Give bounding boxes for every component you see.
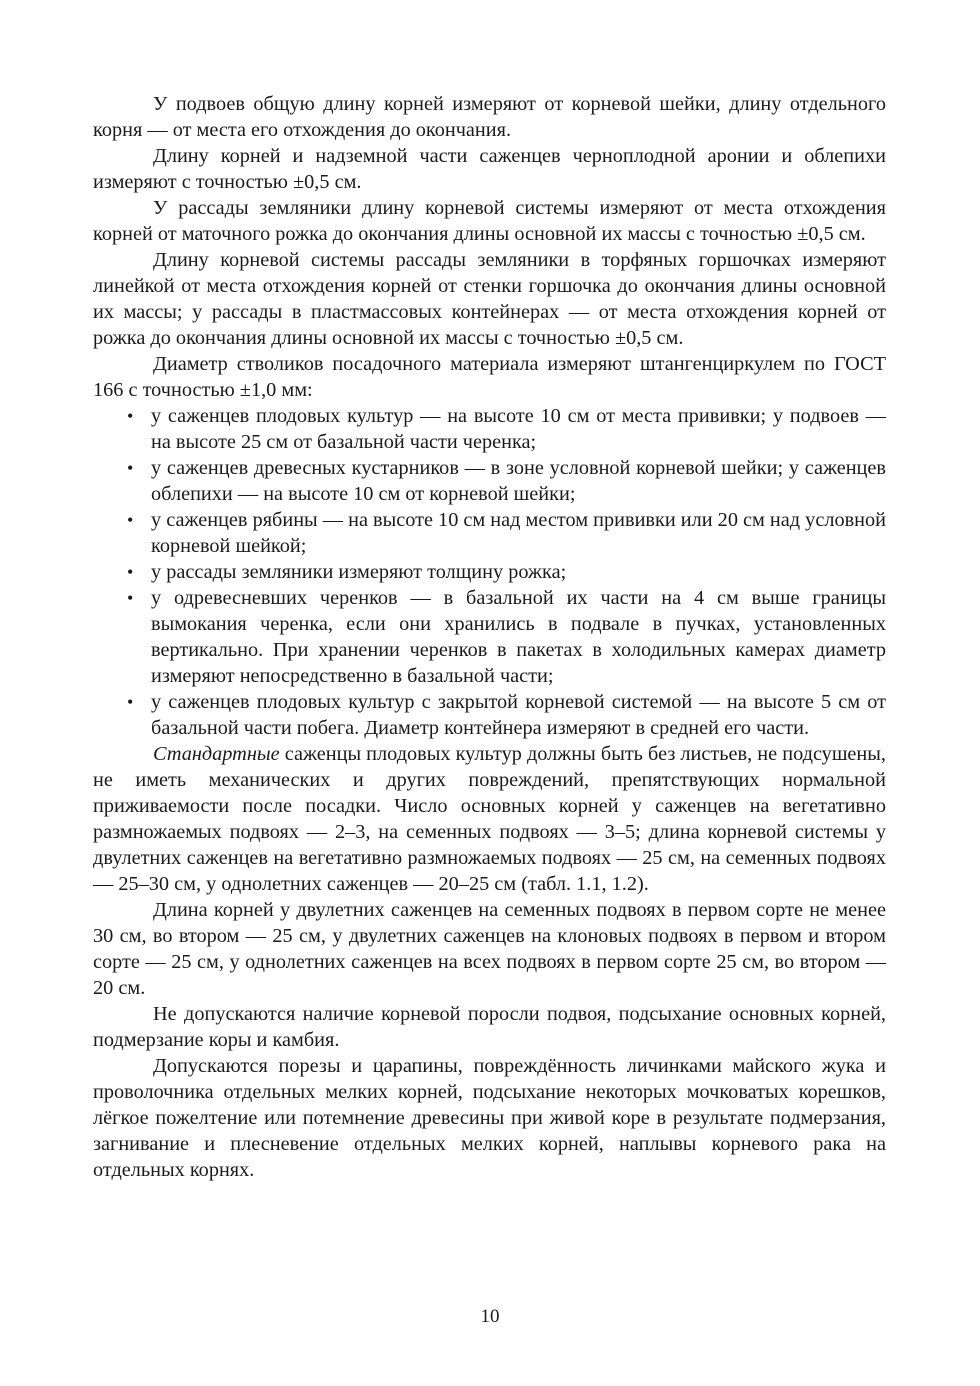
bullet-icon: • bbox=[127, 406, 134, 426]
list-item bbox=[127, 689, 886, 741]
paragraph-stem-diameter: Диаметр стволиков посадочного материала измеряют штангенциркулем по ГОСТ 166 с точностью ±1,0 мм: bbox=[93, 353, 886, 401]
paragraph-standard-seedlings bbox=[93, 741, 886, 897]
page-body bbox=[93, 91, 886, 1183]
page-number: 10 bbox=[480, 1306, 500, 1327]
paragraph-strawberry-pots: Длину корневой системы рассады земляники в торфяных горшочках измеряют линейкой от места отхождения корней от стенки горшочка до окончания длины основной их массы; у рассады в пластмассовых контейнерах — от места отхождения корней от рожка до окончания длины основной их массы с точностью ±0,5 см. bbox=[93, 249, 886, 349]
list-item-text: у саженцев плодовых культур — на высоте 10 см от места прививки; у подвоев — на высоте 25 см от базальной части черенка; bbox=[151, 405, 886, 453]
list-item bbox=[127, 585, 886, 689]
paragraph-allowed-defects: Допускаются порезы и царапины, повреждённость личинками майского жука и проволочника отдельных мелких корней, подсыхание некоторых мочковатых корешков, лёгкое пожелтение или потемнение древесины при живой коре в результате подмерзания, загнивание и плесневение отдельных мелких корней, наплывы корневого рака на отдельных корнях. bbox=[93, 1055, 886, 1181]
paragraph-aronia-precision: Длину корней и надземной части саженцев черноплодной аронии и облепихи измеряют с точностью ±0,5 см. bbox=[93, 145, 886, 193]
bullet-icon: • bbox=[127, 458, 134, 478]
list-item bbox=[127, 455, 886, 507]
list-item-text: у одревесневших черенков — в базальной их части на 4 см выше границы вымокания черенка, если они хранились в подвале в пучках, установленных вертикально. При хранении черенков в пакетах в холодильных камерах диаметр измеряют непосредственно в базальной части; bbox=[151, 587, 886, 687]
bullet-icon: • bbox=[127, 510, 134, 530]
paragraph-rootstock-length: У подвоев общую длину корней измеряют от корневой шейки, длину отдельного корня — от места его отхождения до окончания. bbox=[93, 93, 886, 141]
list-item bbox=[127, 403, 886, 455]
italic-term: Стандартные bbox=[153, 743, 280, 765]
bullet-icon: • bbox=[127, 562, 134, 582]
list-item-text: у рассады земляники измеряют толщину рожка; bbox=[151, 561, 567, 583]
diameter-bullet-list bbox=[93, 403, 886, 741]
bullet-icon: • bbox=[127, 588, 134, 608]
paragraph-root-length-grades: Длина корней у двулетних саженцев на семенных подвоях в первом сорте не менее 30 см, во втором — 25 см, у двулетних саженцев на клоновых подвоях в первом и втором сорте — 25 см, у однолетних саженцев на всех подвоях в первом сорте 25 см, во втором — 20 см. bbox=[93, 899, 886, 999]
paragraph-strawberry-roots: У рассады земляники длину корневой системы измеряют от места отхождения корней от маточного рожка до окончания длины основной их массы с точностью ±0,5 см. bbox=[93, 197, 886, 245]
list-item bbox=[127, 559, 886, 585]
list-item-text: у саженцев плодовых культур с закрытой корневой системой — на высоте 5 см от базальной части побега. Диаметр контейнера измеряют в средней его части. bbox=[151, 691, 886, 739]
bullet-icon: • bbox=[127, 692, 134, 712]
list-item-text: у саженцев рябины — на высоте 10 см над местом прививки или 20 см над условной корневой шейкой; bbox=[151, 509, 887, 557]
paragraph-not-allowed: Не допускаются наличие корневой поросли подвоя, подсыхание основных корней, подмерзание коры и камбия. bbox=[93, 1003, 886, 1051]
paragraph-text: саженцы плодовых культур должны быть без листьев, не подсушены, не иметь механических и других повреждений, препятствующих нормальной приживаемости после посадки. Число основных корней у саженцев на вегетативно размножаемых подвоях — 2–3, на семенных подвоях — 3–5; длина корневой системы у двулетних саженцев на вегетативно размножаемых подвоях — 25 см, на семенных подвоях — 25–30 см, у однолетних саженцев — 20–25 см (табл. 1.1, 1.2). bbox=[93, 743, 886, 895]
list-item bbox=[127, 507, 887, 559]
list-item-text: у саженцев древесных кустарников — в зоне условной корневой шейки; у саженцев облепихи — на высоте 10 см от корневой шейки; bbox=[151, 457, 886, 505]
